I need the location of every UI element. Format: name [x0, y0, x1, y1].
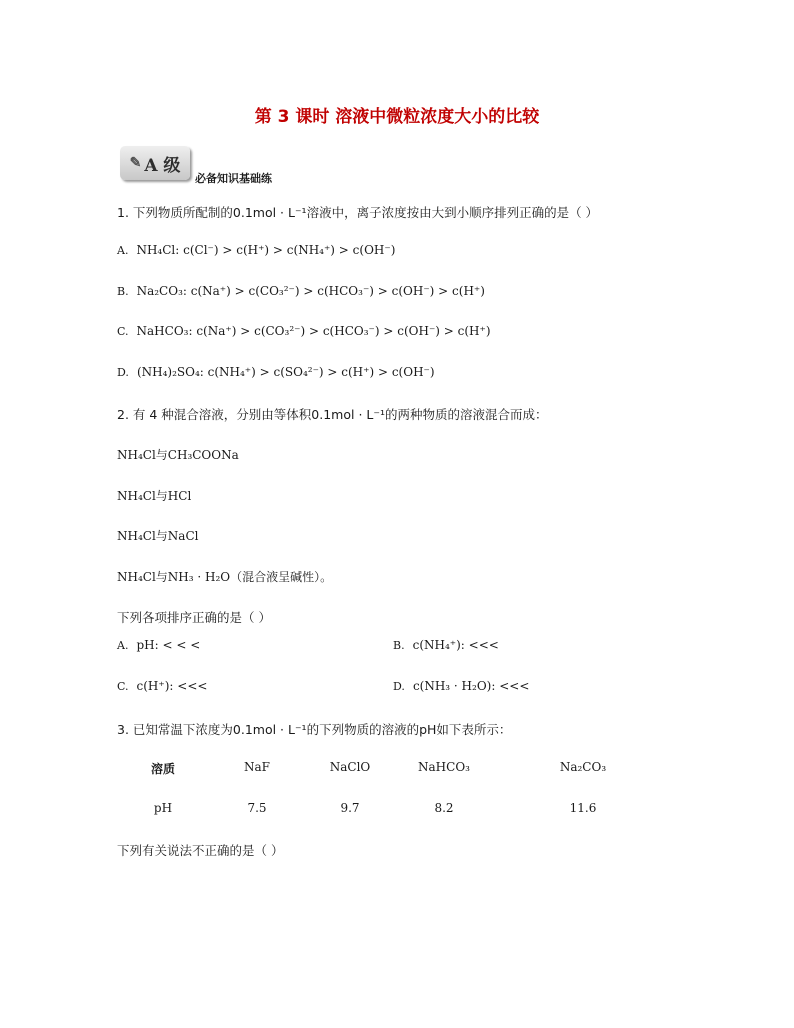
- q2-mixture-3: NH₄Cl与NaCl: [117, 529, 199, 543]
- q3-prompt: 下列有关说法不正确的是（ ）: [117, 843, 284, 858]
- q1-option-b-label: B.: [117, 285, 129, 298]
- table-cell: 9.7: [340, 801, 360, 815]
- q1-option-a: [117, 243, 395, 257]
- q2-option-b-text: c(NH₄⁺): <<<: [412, 638, 499, 652]
- q2-mixture-1: NH₄Cl与CH₃COONa: [117, 448, 239, 462]
- q2-option-c-text: c(H⁺): <<<: [136, 679, 208, 693]
- q1-option-c-label: C.: [117, 325, 129, 338]
- table-cell: 7.5: [247, 801, 267, 815]
- table-cell: 8.2: [434, 801, 454, 815]
- table-header-cell: NaClO: [329, 760, 371, 774]
- pencil-icon: ✎: [129, 155, 142, 171]
- q2-stem: 2. 有 4 种混合溶液，分别由等体积0.1mol · L⁻¹的两种物质的溶液混合而成：: [117, 407, 548, 422]
- q1-option-d: [117, 365, 435, 379]
- q1-option-b-text: Na₂CO₃: c(Na⁺) > c(CO₃²⁻) > c(HCO₃⁻) > c(OH⁻) > c(H⁺): [136, 284, 485, 298]
- q2-prompt: 下列各项排序正确的是（ ）: [117, 610, 271, 625]
- q2-option-d-label: D.: [393, 680, 405, 693]
- q1-option-d-label: D.: [117, 366, 129, 379]
- q2-option-d-text: c(NH₃ · H₂O): <<<: [412, 679, 530, 693]
- q2-option-a-label: A.: [117, 639, 129, 652]
- q2-mixture-4: NH₄Cl与NH₃ · H₂O（混合液呈碱性）。: [117, 570, 333, 584]
- table-header-cell: NaHCO₃: [418, 760, 470, 774]
- q1-stem: 1. 下列物质所配制的0.1mol · L⁻¹溶液中，离子浓度按由大到小顺序排列正确的是（ ）: [117, 205, 599, 220]
- table-cell: pH: [153, 801, 173, 815]
- table-header-cell: 溶质: [150, 762, 175, 776]
- q1-option-a-text: NH₄Cl: c(Cl⁻) > c(H⁺) > c(NH₄⁺) > c(OH⁻): [136, 243, 396, 257]
- q2-option-b-label: B.: [393, 639, 405, 652]
- q1-option-b: [117, 284, 485, 298]
- q2-option-a-text: pH: < < <: [136, 638, 201, 652]
- table-header-cell: Na₂CO₃: [559, 760, 607, 774]
- section-title: 必备知识基础练: [195, 172, 272, 185]
- table-cell: 11.6: [569, 801, 597, 815]
- q2-option-d: [393, 679, 529, 693]
- table-header-cell: NaF: [244, 760, 270, 774]
- q2-option-a: [117, 638, 200, 652]
- q2-mixture-2: NH₄Cl与HCl: [117, 489, 192, 503]
- q1-option-a-label: A.: [117, 244, 129, 257]
- q1-option-d-text: (NH₄)₂SO₄: c(NH₄⁺) > c(SO₄²⁻) > c(H⁺) > c(OH⁻): [136, 365, 435, 379]
- level-badge: [120, 146, 190, 180]
- q2-option-b: [393, 638, 499, 652]
- q2-option-c-label: C.: [117, 680, 129, 693]
- q2-option-c: [117, 679, 207, 693]
- q3-stem: 3. 已知常温下浓度为0.1mol · L⁻¹的下列物质的溶液的pH如下表所示：: [117, 722, 512, 737]
- page-title: 第 3 课时 溶液中微粒浓度大小的比较: [254, 107, 540, 127]
- q1-option-c-text: NaHCO₃: c(Na⁺) > c(CO₃²⁻) > c(HCO₃⁻) > c(OH⁻) > c(H⁺): [136, 324, 491, 338]
- level-badge-label: A 级: [144, 155, 181, 176]
- q1-option-c: [117, 324, 491, 338]
